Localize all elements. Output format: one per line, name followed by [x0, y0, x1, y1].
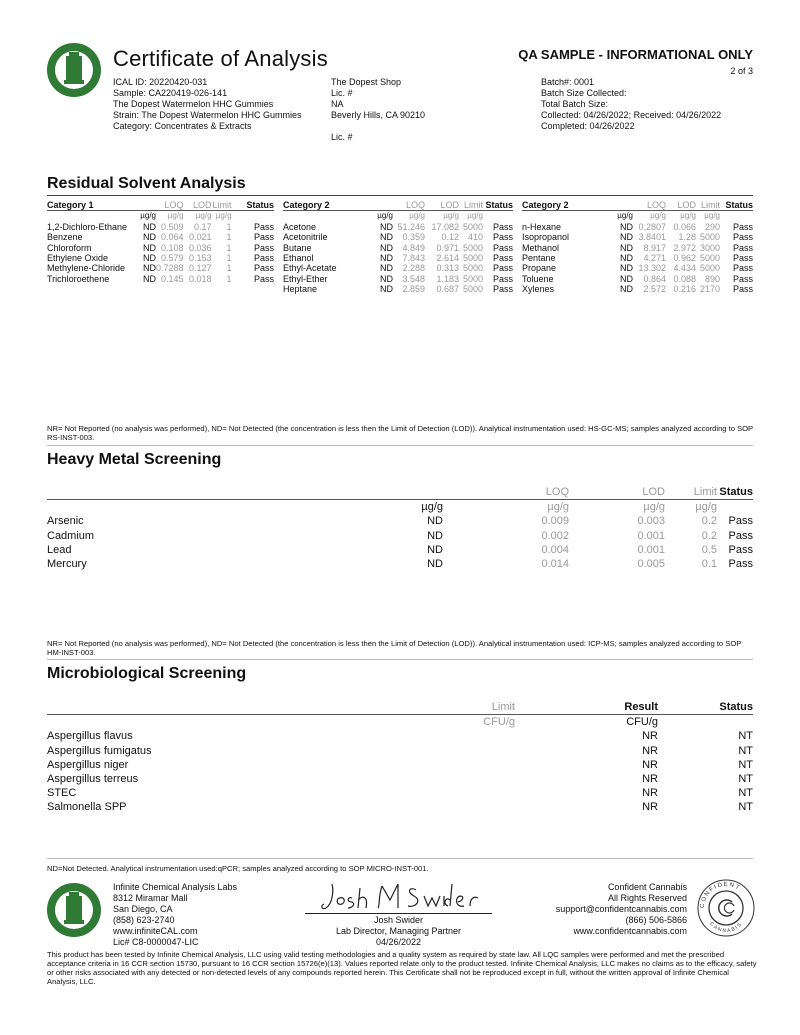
lod-value: 0.001	[637, 529, 665, 542]
limit-value	[287, 758, 515, 772]
status-value: Pass	[728, 543, 753, 556]
result-value: NR	[642, 773, 658, 786]
batch-info	[541, 77, 721, 132]
lab-license: Lic# C8-0000047-LIC	[113, 937, 199, 947]
loq-value: 4.271	[643, 253, 666, 264]
result-value: ND	[380, 253, 393, 264]
unit-label: µg/g	[195, 211, 212, 221]
analyte-name: Pentane	[522, 253, 556, 264]
lod-value: 0.036	[189, 242, 212, 253]
analyte-name: Ethylene Oxide	[47, 253, 109, 264]
loq-value: 2.859	[402, 284, 425, 295]
status-value: Pass	[732, 253, 753, 264]
analyte-name: Propane	[522, 263, 557, 274]
limit-value: 3000	[699, 242, 720, 253]
lod-value: 1.28	[678, 232, 696, 243]
status-value: Pass	[732, 232, 753, 243]
disclaimer: This product has been tested by Infinite Chemical Analysis, LLC using valid testing methodologies and a quality system as required by state law. All LQC samples were performed and met the prescribed acceptance criteria in 16 CCR section 15730, pursuant to 16 CCR section 15726(e)(13). Values reported relate only to the product tested. Infinite Chemical Analysis, LLC makes no claims as to the efficacy, safety or other risks associated with any detected or non-detected levels of any compounds reported herein. This Certificate shall not be reproduced except in full, without the written approval of Infinite Chemical Analysis, LLC.	[47, 950, 757, 986]
table-row	[47, 786, 753, 800]
sample-info	[113, 77, 302, 132]
limit-value: 5000	[699, 263, 720, 274]
client-address: Beverly Hills, CA 90210	[331, 110, 426, 120]
limit-value: 0.2	[701, 529, 717, 542]
analyte-name: Isopropanol	[522, 232, 570, 243]
loq-value: 51.246	[397, 221, 425, 232]
limit-value: 5000	[462, 263, 483, 274]
column-header: LOD	[666, 200, 696, 211]
limit-value: 0.5	[701, 543, 717, 556]
lab-website: www.infiniteCAL.com	[113, 926, 198, 936]
lab-logo	[46, 40, 102, 100]
analyte-name: Arsenic	[47, 515, 84, 528]
column-header: Limit	[665, 485, 717, 500]
limit-value: 1	[226, 221, 232, 232]
result-value: ND	[143, 221, 156, 232]
limit-value: 0.1	[701, 558, 717, 571]
analyte-name: Trichloroethene	[47, 273, 110, 284]
result-value: NR	[642, 758, 658, 771]
status-value: Pass	[728, 558, 753, 571]
table-row	[47, 274, 274, 284]
unit-label: µg/g	[140, 211, 156, 221]
lod-value: 0.001	[637, 543, 665, 556]
analyte-name: STEC	[47, 787, 77, 800]
table-row	[522, 253, 753, 263]
table-row	[283, 253, 513, 263]
client-lic-2: Lic. #	[331, 132, 353, 142]
lod-value: 0.003	[637, 515, 665, 528]
status-value: Pass	[728, 529, 753, 542]
status-value: Pass	[253, 242, 274, 253]
column-header: Status	[232, 200, 274, 211]
loq-value: 0.108	[161, 242, 184, 253]
metals-section-title: Heavy Metal Screening	[47, 451, 222, 468]
residual-table-cat1	[47, 200, 274, 284]
table-row	[522, 222, 753, 232]
limit-value	[287, 800, 515, 814]
status-value: Pass	[253, 263, 274, 274]
column-header: Category 1	[47, 200, 139, 211]
column-header: Status	[658, 700, 753, 715]
column-header: Status	[483, 200, 513, 211]
limit-value	[287, 744, 515, 758]
micro-section-title: Microbiological Screening	[47, 665, 247, 682]
lod-value: 17.082	[431, 221, 459, 232]
table-row	[283, 263, 513, 273]
loq-value: 0.509	[161, 221, 184, 232]
table-row	[47, 514, 753, 528]
column-header: LOQ	[633, 200, 666, 211]
batch-number: Batch#: 0001	[541, 77, 595, 87]
signer-title: Lab Director, Managing Partner	[335, 926, 462, 936]
loq-value: 0.864	[643, 273, 666, 284]
status-value: NT	[738, 730, 753, 743]
result-value: ND	[380, 242, 393, 253]
status-value: Pass	[492, 242, 513, 253]
result-value: ND	[380, 263, 393, 274]
result-value: ND	[380, 232, 393, 243]
result-value: ND	[620, 221, 633, 232]
result-value: ND	[620, 232, 633, 243]
analyte-name: Lead	[47, 543, 72, 556]
status-value: NT	[738, 787, 753, 800]
status-value: Pass	[253, 232, 274, 243]
result-value: NR	[642, 787, 658, 800]
completed-date: Completed: 04/26/2022	[541, 121, 635, 131]
status-value: Pass	[732, 263, 753, 274]
lod-value: 0.005	[637, 558, 665, 571]
residual-section-title: Residual Solvent Analysis	[47, 175, 246, 192]
divider	[47, 659, 753, 660]
table-row	[283, 222, 513, 232]
column-header: LOQ	[393, 200, 425, 211]
signer-name: Josh Swider	[373, 915, 424, 925]
result-value: ND	[620, 263, 633, 274]
loq-value: 3.548	[402, 273, 425, 284]
lod-value: 0.12	[441, 232, 459, 243]
table-row	[47, 543, 753, 557]
lod-value: 0.971	[436, 242, 459, 253]
result-value: ND	[380, 221, 393, 232]
unit-label: µg/g	[409, 211, 425, 221]
unit-label: µg/g	[680, 211, 696, 221]
status-value: NT	[738, 758, 753, 771]
analyte-name: Methanol	[522, 242, 560, 253]
result-value: NR	[642, 801, 658, 814]
table-row	[47, 232, 274, 242]
limit-value: 1	[226, 273, 232, 284]
result-value: ND	[143, 232, 156, 243]
loq-value: 0.002	[541, 529, 569, 542]
column-header: Status	[717, 485, 753, 500]
cc-email: support@confidentcannabis.com	[555, 904, 687, 914]
lod-value: 0.066	[673, 221, 696, 232]
limit-value: 5000	[462, 253, 483, 264]
qa-notice: QA SAMPLE - INFORMATIONAL ONLY	[518, 47, 753, 62]
analyte-name: Ethanol	[283, 253, 314, 264]
table-row	[522, 232, 753, 242]
lab-city: San Diego, CA	[113, 904, 173, 914]
column-header: Limit	[459, 200, 483, 211]
limit-value: 5000	[462, 221, 483, 232]
loq-value: 2.288	[402, 263, 425, 274]
table-row	[47, 557, 753, 571]
loq-value: 4.849	[402, 242, 425, 253]
result-value: ND	[620, 253, 633, 264]
result-value: ND	[427, 515, 443, 528]
limit-value: 2170	[699, 284, 720, 295]
unit-label: CFU/g	[483, 716, 515, 729]
status-value: Pass	[732, 221, 753, 232]
column-header: LOD	[425, 200, 459, 211]
table-row	[47, 529, 753, 543]
lod-value: 2.614	[436, 253, 459, 264]
unit-label: µg/g	[377, 211, 393, 221]
lod-value: 0.962	[673, 253, 696, 264]
table-row	[283, 284, 513, 294]
loq-value: 7.843	[402, 253, 425, 264]
table-row	[47, 729, 753, 743]
analyte-name: Acetonitrile	[283, 232, 328, 243]
batch-size-collected: Batch Size Collected:	[541, 88, 627, 98]
divider	[47, 858, 753, 859]
lod-value: 0.17	[194, 221, 212, 232]
unit-label: µg/g	[467, 211, 483, 221]
result-value: ND	[143, 273, 156, 284]
status-value: Pass	[492, 253, 513, 264]
table-row	[47, 263, 274, 273]
page-number: 2 of 3	[730, 66, 753, 76]
status-value: Pass	[492, 232, 513, 243]
column-header: Limit	[212, 200, 232, 210]
lab-phone: (858) 623-2740	[113, 915, 175, 925]
column-header: Category 2	[522, 200, 586, 211]
lod-value: 0.687	[436, 284, 459, 295]
unit-label: µg/g	[650, 211, 666, 221]
result-value: ND	[620, 242, 633, 253]
cc-rights: All Rights Reserved	[607, 893, 687, 903]
limit-value	[287, 772, 515, 786]
unit-label: µg/g	[617, 211, 633, 221]
table-row	[47, 758, 753, 772]
lod-value: 0.018	[189, 273, 212, 284]
table-row	[283, 274, 513, 284]
total-batch-size: Total Batch Size:	[541, 99, 609, 109]
limit-value	[287, 786, 515, 800]
product-name: The Dopest Watermelon HHC Gummies	[113, 99, 274, 109]
column-header: LOD	[184, 200, 212, 211]
limit-value: 5000	[462, 273, 483, 284]
lod-value: 2.972	[673, 242, 696, 253]
unit-label: µg/g	[215, 211, 232, 221]
limit-value: 5000	[462, 284, 483, 295]
lod-value: 0.088	[673, 273, 696, 284]
table-row	[47, 744, 753, 758]
lab-name: Infinite Chemical Analysis Labs	[113, 882, 238, 892]
analyte-name: Butane	[283, 242, 312, 253]
result-value: ND	[427, 558, 443, 571]
analyte-name: Aspergillus flavus	[47, 730, 133, 743]
column-header: LOD	[569, 485, 665, 500]
loq-value: 3.8401	[638, 232, 666, 243]
client-lic-value: NA	[331, 99, 344, 109]
status-value: Pass	[732, 242, 753, 253]
collected-received: Collected: 04/26/2022; Received: 04/26/2022	[541, 110, 722, 120]
column-header: Limit	[696, 200, 720, 211]
column-header: Category 2	[283, 200, 353, 211]
loq-value: 0.064	[161, 232, 184, 243]
loq-value: 2.572	[643, 284, 666, 295]
signature-line	[305, 913, 492, 914]
table-row	[47, 772, 753, 786]
analyte-name: Chloroform	[47, 242, 92, 253]
status-value: Pass	[732, 273, 753, 284]
table-row	[47, 243, 274, 253]
residual-note: NR= Not Reported (no analysis was performed), ND= Not Detected (the concentration is less then the Limit of Detection (LOD)). Analytical instrumentation used: HS-GC-MS; samples analyzed according to SOP RS-INST-003.	[47, 424, 753, 442]
table-row	[47, 222, 274, 232]
loq-value: 0.014	[541, 558, 569, 571]
unit-label: µg/g	[547, 501, 569, 514]
lod-value: 4.434	[673, 263, 696, 274]
result-value: ND	[380, 284, 393, 295]
analyte-name: Ethyl-Ether	[283, 273, 328, 284]
table-row	[522, 284, 753, 294]
loq-value: 0.359	[402, 232, 425, 243]
cc-website: www.confidentcannabis.com	[573, 926, 687, 936]
table-row	[47, 800, 753, 814]
analyte-name: Mercury	[47, 558, 87, 571]
result-value: NR	[642, 744, 658, 757]
limit-value: 1	[226, 263, 232, 274]
column-header: Result	[515, 700, 658, 715]
table-row	[283, 243, 513, 253]
svg-text:CONFIDENT: CONFIDENT	[699, 881, 742, 909]
result-value: NR	[642, 730, 658, 743]
lod-value: 0.313	[436, 263, 459, 274]
micro-table	[47, 700, 753, 815]
signature	[318, 878, 488, 914]
ical-id: ICAL ID: 20220420-031	[113, 77, 208, 87]
status-value: Pass	[253, 253, 274, 264]
metals-table	[47, 485, 753, 571]
lab-street: 8312 Miramar Mall	[113, 893, 188, 903]
result-value: ND	[143, 253, 156, 264]
loq-value: 0.579	[161, 253, 184, 264]
client-name: The Dopest Shop	[331, 77, 402, 87]
table-row	[522, 243, 753, 253]
confident-contact	[556, 882, 687, 937]
lab-logo-footer	[46, 880, 102, 940]
limit-value: 5000	[462, 242, 483, 253]
analyte-name: 1,2-Dichloro-Ethane	[47, 221, 128, 232]
category: Category: Concentrates & Extracts	[113, 121, 252, 131]
divider	[47, 445, 753, 446]
analyte-name: Aspergillus niger	[47, 758, 129, 771]
limit-value: 1	[226, 242, 232, 253]
status-value: NT	[738, 801, 753, 814]
table-row	[283, 232, 513, 242]
result-value: ND	[380, 273, 393, 284]
status-value: Pass	[492, 263, 513, 274]
loq-value: 0.7288	[156, 263, 184, 274]
lab-contact	[113, 882, 237, 948]
column-header: LOQ	[443, 485, 569, 500]
analyte-name: Aspergillus terreus	[47, 773, 139, 786]
residual-table-cat2a	[283, 200, 513, 295]
table-row	[47, 253, 274, 263]
analyte-name: n-Hexane	[522, 221, 562, 232]
status-value: NT	[738, 773, 753, 786]
client-lic: Lic. #	[331, 88, 353, 98]
limit-value: 290	[704, 221, 720, 232]
table-row	[522, 263, 753, 273]
unit-label: µg/g	[695, 501, 717, 514]
status-value: Pass	[492, 221, 513, 232]
loq-value: 0.2807	[638, 221, 666, 232]
status-value: Pass	[732, 284, 753, 295]
analyte-name: Acetone	[283, 221, 317, 232]
unit-label: µg/g	[443, 211, 459, 221]
unit-label: µg/g	[643, 501, 665, 514]
analyte-name: Benzene	[47, 232, 83, 243]
result-value: ND	[620, 284, 633, 295]
limit-value: 5000	[699, 253, 720, 264]
loq-value: 0.009	[541, 515, 569, 528]
loq-value: 0.004	[541, 543, 569, 556]
limit-value: 410	[467, 232, 483, 243]
residual-table-cat2b	[522, 200, 753, 295]
loq-value: 0.145	[161, 273, 184, 284]
result-value: ND	[143, 242, 156, 253]
sample-id: Sample: CA220419-026-141	[113, 88, 228, 98]
svg-text:CANNABIS: CANNABIS	[708, 921, 744, 935]
status-value: Pass	[253, 273, 274, 284]
lod-value: 0.216	[673, 284, 696, 295]
column-header: Limit	[287, 700, 515, 715]
result-value: ND	[143, 263, 156, 274]
metals-note: NR= Not Reported (no analysis was performed), ND= Not Detected (the concentration is less then the Limit of Detection (LOD)). Analytical instrumentation used: ICP-MS; samples analyzed according to SOP HM-INST-003.	[47, 639, 742, 657]
signed-date: 04/26/2022	[375, 937, 422, 947]
unit-label: µg/g	[421, 501, 443, 514]
status-value: Pass	[492, 284, 513, 295]
cc-name: Confident Cannabis	[607, 882, 687, 892]
analyte-name: Salmonella SPP	[47, 801, 127, 814]
limit-value: 1	[226, 253, 232, 264]
limit-value: 0.2	[701, 515, 717, 528]
analyte-name: Methylene-Chloride	[47, 263, 126, 274]
client-info	[331, 77, 425, 143]
status-value: Pass	[728, 515, 753, 528]
loq-value: 8.917	[643, 242, 666, 253]
status-value: NT	[738, 744, 753, 757]
micro-note: ND=Not Detected. Analytical instrumentation used:qPCR; samples analyzed according to SOP MICRO-INST-001.	[47, 864, 429, 873]
lod-value: 1.183	[436, 273, 459, 284]
limit-value	[287, 729, 515, 743]
analyte-name: Heptane	[283, 284, 318, 295]
analyte-name: Ethyl-Acetate	[283, 263, 337, 274]
analyte-name: Toluene	[522, 273, 554, 284]
column-header: LOQ	[156, 200, 184, 211]
strain: Strain: The Dopest Watermelon HHC Gummies	[113, 110, 302, 120]
status-value: Pass	[492, 273, 513, 284]
result-value: ND	[427, 529, 443, 542]
analyte-name: Xylenes	[522, 284, 555, 295]
unit-label: µg/g	[704, 211, 720, 221]
signer-block	[305, 915, 492, 948]
limit-value: 5000	[699, 232, 720, 243]
result-value: ND	[427, 543, 443, 556]
result-value: ND	[620, 273, 633, 284]
loq-value: 13.302	[638, 263, 666, 274]
analyte-name: Aspergillus fumigatus	[47, 744, 152, 757]
analyte-name: Cadmium	[47, 529, 95, 542]
confident-cannabis-seal-icon	[696, 878, 756, 938]
table-row	[522, 274, 753, 284]
lod-value: 0.021	[189, 232, 212, 243]
column-header: Status	[720, 200, 753, 211]
unit-label: µg/g	[167, 211, 184, 221]
limit-value: 890	[704, 273, 720, 284]
cc-phone: (866) 506-5866	[625, 915, 687, 925]
lod-value: 0.127	[189, 263, 212, 274]
page-title: Certificate of Analysis	[113, 46, 328, 71]
limit-value: 1	[226, 232, 232, 243]
residual-rule	[47, 195, 753, 196]
unit-label: CFU/g	[626, 716, 658, 729]
lod-value: 0.153	[189, 253, 212, 264]
status-value: Pass	[253, 221, 274, 232]
